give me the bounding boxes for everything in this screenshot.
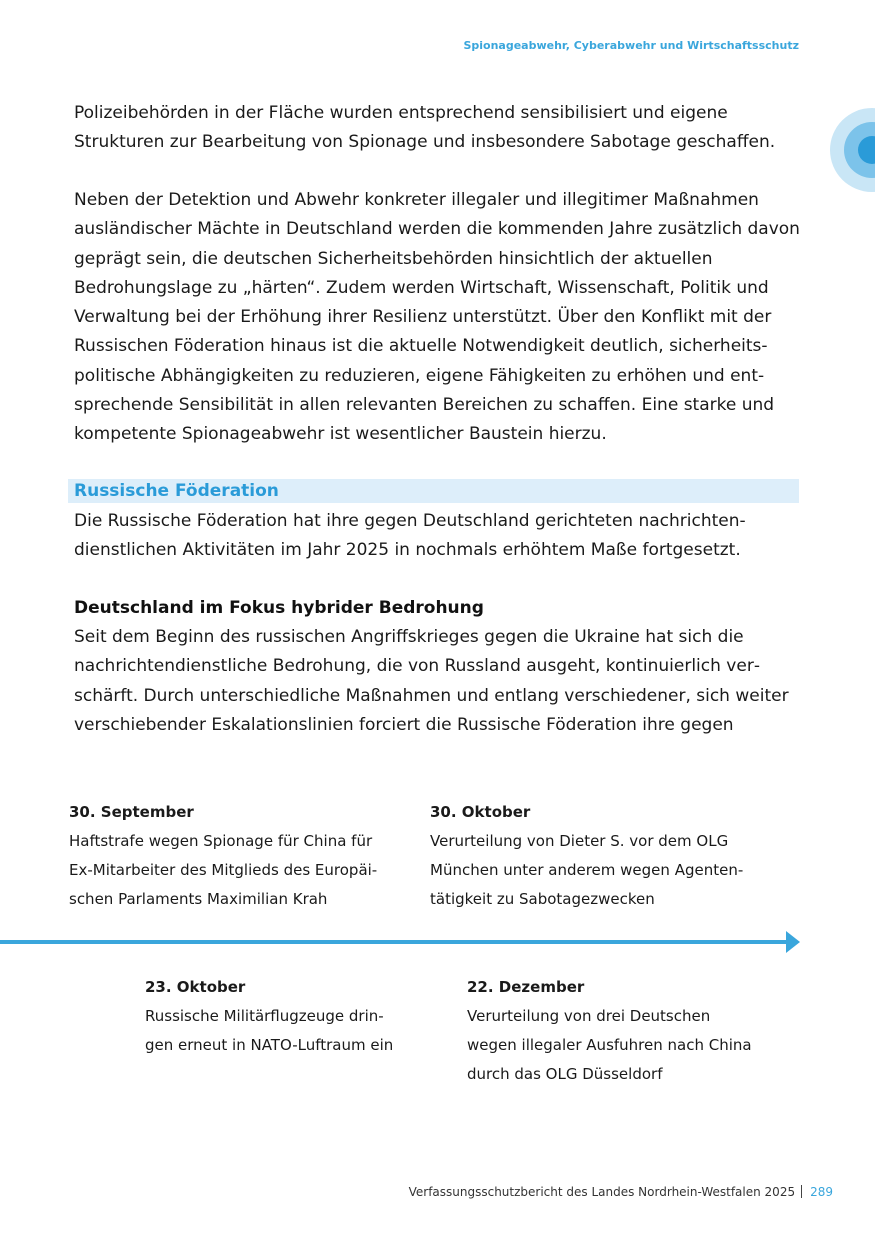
paragraph-russian-activities: Die Russische Föderation hat ihre gegen Deutschland gerichteten nachrichtendienstlichen Aktivitäten im Jahr 2025 in nochmals erhöhtem Maße fortgesetzt. <box>74 511 746 561</box>
timeline-text-line: Ex-Mitarbeiter des Mitglieds des Europäi- <box>69 861 378 879</box>
timeline-date: 22. Dezember <box>467 978 585 996</box>
sub-heading: Deutschland im Fokus hybrider Bedrohung <box>74 598 484 618</box>
timeline-item <box>145 973 415 1060</box>
timeline-item <box>69 798 399 914</box>
paragraph-police-sensitization: Polizeibehörden in der Fläche wurden entsprechend sensibilisiert und eigene Strukturen zur Bearbeitung von Spionage und insbesondere Sabotage geschaffen. <box>74 103 776 153</box>
page-number: 289 <box>810 1185 833 1199</box>
timeline-text-line: München unter anderem wegen Agenten- <box>430 861 744 879</box>
timeline-date: 30. Oktober <box>430 803 531 821</box>
page-footer <box>409 1185 833 1199</box>
timeline-text-line: gen erneut in NATO-Luftraum ein <box>145 1036 394 1054</box>
timeline-text-line: wegen illegaler Ausfuhren nach China <box>467 1036 752 1054</box>
timeline-text-line: Verurteilung von Dieter S. vor dem OLG <box>430 832 729 850</box>
timeline-text-line: durch das OLG Düsseldorf <box>467 1065 663 1083</box>
paragraph-detection-and-defense: Neben der Detektion und Abwehr konkreter illegaler und illegitimer Maßnahmen ausländischer Mächte in Deutschland werden die kommenden Jahre zusätzlich davon geprägt sein, die deutschen Sicherheitsbehörden hinsichtlich der aktuellen Bedrohungslage zu „härten“. Zudem werden Wirtschaft, Wissenschaft, Politik und Verwaltung bei der Erhöhung ihrer Resilienz unterstützt. Über den Konflikt mit der Russischen Föderation hinaus ist die aktuelle Notwendigkeit deutlich, sicherheitspolitische Abhängigkeiten zu reduzieren, eigene Fähigkeiten zu erhöhen und entsprechende Sensibilität in allen relevanten Bereichen zu schaffen. Eine starke und kompetente Spionageabwehr ist wesentlicher Baustein hierzu. <box>74 190 800 445</box>
timeline-text-line: Russische Militärflugzeuge drin- <box>145 1007 384 1025</box>
footer-publication-title: Verfassungsschutzbericht des Landes Nordrhein-Westfalen 2025 <box>408 1185 796 1199</box>
timeline-date: 23. Oktober <box>145 978 246 996</box>
timeline-text-line: Verurteilung von drei Deutschen <box>467 1007 711 1025</box>
timeline-text-line: tätigkeit zu Sabotagezwecken <box>430 890 655 908</box>
running-header-title: Spionageabwehr, Cyberabwehr und Wirtschaftsschutz <box>463 39 799 52</box>
section-title: Russische Föderation <box>74 481 279 501</box>
timeline-item <box>467 973 777 1089</box>
timeline-item <box>430 798 770 914</box>
timeline-text-line: schen Parlaments Maximilian Krah <box>69 890 328 908</box>
timeline-axis <box>0 940 788 944</box>
timeline-arrow-icon <box>786 931 800 953</box>
paragraph-hybrid-threat: Seit dem Beginn des russischen Angriffskrieges gegen die Ukraine hat sich die nachrichtendienstliche Bedrohung, die von Russland ausgeht, kontinuierlich verschärft. Durch unterschiedliche Maßnahmen und entlang verschiedener, sich weiter verschiebender Eskalationslinien forciert die Russische Föderation ihre gegen <box>74 627 789 735</box>
decorative-circle-marker <box>830 108 875 192</box>
footer-divider <box>801 1185 802 1198</box>
timeline-text-line: Haftstrafe wegen Spionage für China für <box>69 832 373 850</box>
timeline-date: 30. September <box>69 803 194 821</box>
